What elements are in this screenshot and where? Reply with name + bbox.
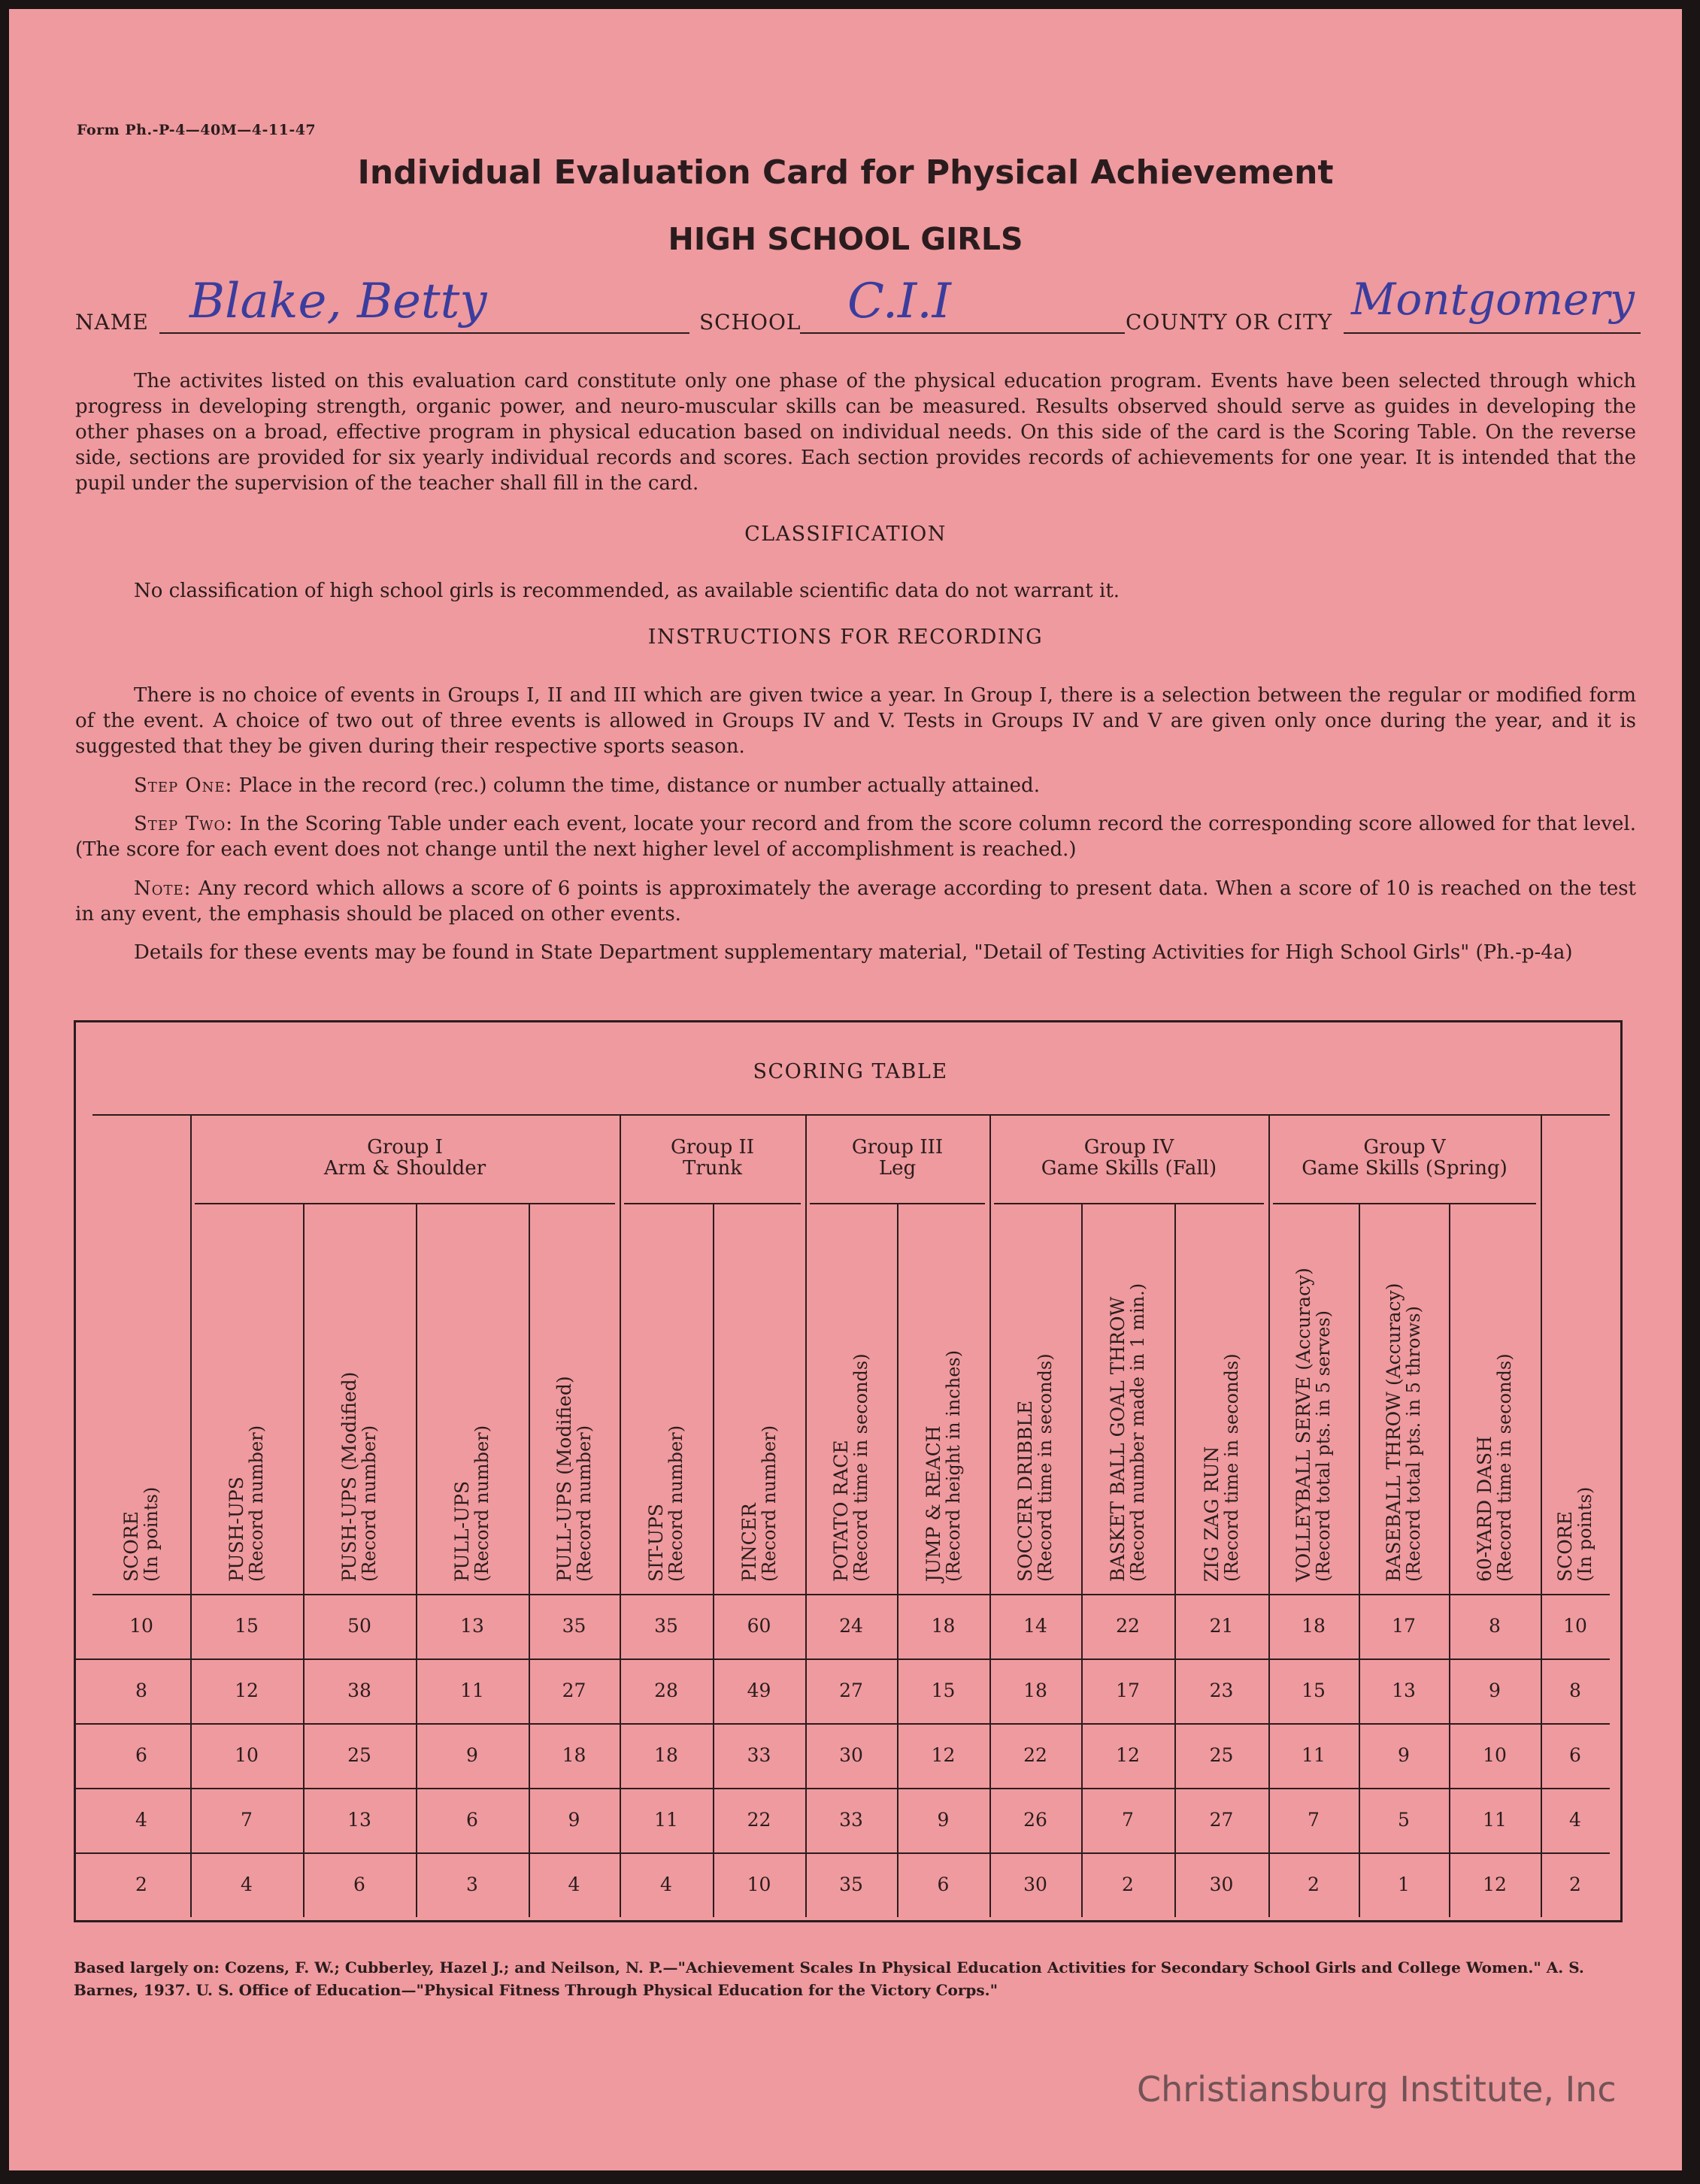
table-column-rule bbox=[190, 1114, 192, 1917]
column-heading-sub: (Record total pts. in 5 throws) bbox=[1403, 1306, 1424, 1582]
table-cell: 14 bbox=[1023, 1615, 1047, 1637]
table-cell: 18 bbox=[562, 1744, 586, 1766]
column-heading-main: PUSH-UPS bbox=[226, 1477, 247, 1582]
column-heading-sub: (Record number) bbox=[246, 1425, 267, 1582]
column-heading bbox=[1108, 1283, 1147, 1582]
note-label: Note: bbox=[134, 877, 192, 900]
table-cell: 9 bbox=[1489, 1680, 1501, 1701]
table-cell: 49 bbox=[747, 1680, 771, 1701]
classification-text: No classification of high school girls is recommended, as available scientific data do not warrant it. bbox=[134, 580, 1120, 602]
column-heading bbox=[740, 1425, 779, 1582]
table-cell: 33 bbox=[747, 1744, 771, 1766]
table-cell: 8 bbox=[135, 1680, 147, 1701]
column-heading-main: SOCCER DRIBBLE bbox=[1014, 1400, 1036, 1582]
table-cell: 6 bbox=[353, 1874, 365, 1895]
step-two-text: In the Scoring Table under each event, locate your record and from the score column record the corresponding score allowed for that level. (The score for each event does not change until the next higher level of accomplishment is reached.) bbox=[75, 813, 1637, 861]
instructions-text: There is no choice of events in Groups I, II and III which are given twice a year. In Group I, there is a selection between the regular or modified form of the event. A choice of two out of three events is allowed in Groups IV and V. Tests in Groups IV and V are given only once during the year, and it is suggested that they be given during their respective sports season. bbox=[75, 684, 1636, 758]
page-title: Individual Evaluation Card for Physical Achievement bbox=[357, 153, 1334, 192]
table-cell: 35 bbox=[654, 1615, 678, 1637]
table-cell: 17 bbox=[1116, 1680, 1140, 1701]
column-heading bbox=[1202, 1353, 1241, 1582]
table-cell: 10 bbox=[1563, 1615, 1587, 1637]
table-cell: 18 bbox=[1302, 1615, 1326, 1637]
table-cell: 9 bbox=[568, 1809, 580, 1831]
table-cell: 11 bbox=[1302, 1744, 1326, 1766]
column-heading-main: SCORE bbox=[120, 1511, 142, 1582]
name-value: Blake, Betty bbox=[189, 274, 487, 329]
name-label: NAME bbox=[75, 310, 149, 335]
table-cell: 7 bbox=[1308, 1809, 1320, 1831]
table-cell: 12 bbox=[1116, 1744, 1140, 1766]
note-text: Any record which allows a score of 6 points is approximately the average according to present data. When a score of 10 is reached on the test in any event, the emphasis should be placed on other events. bbox=[75, 877, 1637, 925]
table-cell: 4 bbox=[135, 1809, 147, 1831]
column-heading-main: PUSH-UPS (Modified) bbox=[338, 1371, 360, 1582]
table-cell: 22 bbox=[1116, 1615, 1140, 1637]
column-heading-main: JUMP & REACH bbox=[922, 1425, 944, 1582]
column-heading-sub: (In points) bbox=[141, 1486, 162, 1582]
group-subtitle: Arm & Shoulder bbox=[323, 1157, 486, 1180]
table-cell: 12 bbox=[1483, 1874, 1507, 1895]
column-heading bbox=[122, 1487, 161, 1582]
table-cell: 7 bbox=[1122, 1809, 1134, 1831]
column-heading-main: SCORE bbox=[1554, 1511, 1576, 1582]
school-line bbox=[800, 332, 1125, 334]
table-cell: 11 bbox=[654, 1809, 678, 1831]
table-cell: 12 bbox=[235, 1680, 259, 1701]
table-cell: 21 bbox=[1209, 1615, 1234, 1637]
column-heading bbox=[227, 1425, 266, 1582]
column-heading bbox=[1384, 1283, 1423, 1582]
footnote: Based largely on: Cozens, F. W.; Cubberley, Hazel J.; and Neilson, N. P.—"Achievement Scales In Physical Education Activities for Secondary School Girls and College Women." A. S. Barnes, 1937. U. S. Office of Education—"Physical Fitness Through Physical Education for the Victory Corps." bbox=[74, 1958, 1584, 1999]
column-heading bbox=[1016, 1353, 1055, 1582]
group-subtitle: Game Skills (Spring) bbox=[1302, 1157, 1508, 1180]
column-heading bbox=[647, 1425, 686, 1582]
table-cell: 9 bbox=[466, 1744, 478, 1766]
note bbox=[75, 876, 1636, 927]
intro-paragraph: The activites listed on this evaluation card constitute only one phase of the physical education program. Events have been selected through which progress in developing strength, organic power, and neuro-muscular skills can be measured. Results observed should serve as guides in developing the other phases on a broad, effective program in physical education based on individual needs. On this side of the card is the Scoring Table. On the reverse side, sections are provided for six yearly individual records and scores. Each section provides records of achievements for one year. It is intended that the pupil under the supervision of the teacher shall fill in the card. bbox=[75, 370, 1636, 495]
table-cell: 60 bbox=[747, 1615, 771, 1637]
table-rule bbox=[76, 1788, 1610, 1789]
table-rule bbox=[92, 1594, 1610, 1595]
table-column-rule bbox=[805, 1114, 807, 1917]
column-heading-main: ZIG ZAG RUN bbox=[1200, 1446, 1223, 1582]
column-heading-sub: (Record total pts. in 5 serves) bbox=[1313, 1310, 1334, 1582]
column-heading-sub: (Record number) bbox=[665, 1425, 686, 1582]
table-cell: 35 bbox=[839, 1874, 863, 1895]
column-heading-sub: (Record number made in 1 min.) bbox=[1127, 1283, 1148, 1582]
table-cell: 27 bbox=[1209, 1809, 1234, 1831]
school-label: SCHOOL bbox=[699, 310, 802, 335]
column-heading-main: BASEBALL THROW (Accuracy) bbox=[1383, 1283, 1405, 1582]
table-cell: 4 bbox=[568, 1874, 580, 1895]
table-cell: 30 bbox=[1209, 1874, 1234, 1895]
column-heading-main: BASKET BALL GOAL THROW bbox=[1107, 1296, 1129, 1582]
table-cell: 33 bbox=[839, 1809, 863, 1831]
scoring-table-title: SCORING TABLE bbox=[753, 1060, 948, 1083]
column-heading-main: PULL-UPS bbox=[451, 1480, 473, 1582]
table-cell: 18 bbox=[654, 1744, 678, 1766]
table-cell: 22 bbox=[747, 1809, 771, 1831]
scoring-table bbox=[74, 1020, 1623, 1922]
table-cell: 10 bbox=[235, 1744, 259, 1766]
column-heading-sub: (Record number) bbox=[471, 1425, 492, 1582]
column-heading-sub: (Record number) bbox=[573, 1425, 595, 1582]
table-column-rule bbox=[1268, 1114, 1270, 1917]
table-cell: 6 bbox=[937, 1874, 950, 1895]
table-rule bbox=[76, 1658, 1610, 1660]
table-cell: 6 bbox=[1569, 1744, 1581, 1766]
table-cell: 27 bbox=[839, 1680, 863, 1701]
step-two bbox=[75, 811, 1636, 862]
column-heading-sub: (In points) bbox=[1574, 1486, 1595, 1582]
table-cell: 4 bbox=[660, 1874, 672, 1895]
evaluation-card bbox=[9, 9, 1682, 2170]
group-heading bbox=[805, 1137, 989, 1179]
group-subtitle: Trunk bbox=[682, 1157, 742, 1180]
table-cell: 1 bbox=[1398, 1874, 1410, 1895]
group-rule bbox=[195, 1203, 615, 1204]
column-heading bbox=[1475, 1353, 1514, 1582]
group-heading bbox=[1268, 1137, 1541, 1179]
column-heading-main: SIT-UPS bbox=[645, 1504, 667, 1582]
group-subtitle: Game Skills (Fall) bbox=[1041, 1157, 1217, 1180]
table-cell: 4 bbox=[241, 1874, 253, 1895]
table-cell: 11 bbox=[1483, 1809, 1507, 1831]
column-heading-main: PULL-UPS (Modified) bbox=[553, 1376, 575, 1582]
table-cell: 10 bbox=[747, 1874, 771, 1895]
column-heading-sub: (Record number) bbox=[359, 1425, 380, 1582]
table-column-rule bbox=[1541, 1114, 1542, 1917]
step-one bbox=[75, 773, 1636, 798]
group-name: Group V bbox=[1363, 1136, 1446, 1159]
table-cell: 11 bbox=[460, 1680, 484, 1701]
group-heading bbox=[620, 1137, 805, 1179]
column-heading-main: 60-YARD DASH bbox=[1474, 1436, 1495, 1582]
form-number: Form Ph.-P-4—40M—4-11-47 bbox=[77, 122, 317, 138]
column-heading-sub: (Record time in seconds) bbox=[850, 1353, 871, 1582]
table-cell: 18 bbox=[931, 1615, 956, 1637]
group-heading bbox=[989, 1137, 1268, 1179]
group-rule bbox=[1273, 1203, 1536, 1204]
step-one-text: Place in the record (rec.) column the time, distance or number actually attained. bbox=[238, 774, 1040, 797]
table-cell: 3 bbox=[466, 1874, 478, 1895]
table-cell: 8 bbox=[1569, 1680, 1581, 1701]
table-cell: 15 bbox=[1302, 1680, 1326, 1701]
table-cell: 38 bbox=[347, 1680, 371, 1701]
table-cell: 17 bbox=[1392, 1615, 1416, 1637]
table-rule bbox=[76, 1723, 1610, 1725]
group-heading bbox=[190, 1137, 620, 1179]
column-heading bbox=[555, 1376, 594, 1582]
column-heading-sub: (Record time in seconds) bbox=[1494, 1353, 1515, 1582]
classification-heading: CLASSIFICATION bbox=[744, 523, 947, 546]
table-cell: 30 bbox=[1023, 1874, 1047, 1895]
county-label: COUNTY OR CITY bbox=[1126, 310, 1333, 335]
column-heading bbox=[832, 1353, 871, 1582]
table-cell: 2 bbox=[1569, 1874, 1581, 1895]
table-cell: 10 bbox=[1483, 1744, 1507, 1766]
county-value: Montgomery bbox=[1351, 274, 1635, 325]
column-heading-sub: (Record time in seconds) bbox=[1220, 1353, 1242, 1582]
group-subtitle: Leg bbox=[878, 1157, 917, 1180]
table-cell: 27 bbox=[562, 1680, 586, 1701]
column-heading-main: VOLLEYBALL SERVE (Accuracy) bbox=[1292, 1268, 1314, 1582]
group-name: Group IV bbox=[1083, 1136, 1174, 1159]
column-heading bbox=[453, 1425, 492, 1582]
column-heading-main: PINCER bbox=[738, 1503, 760, 1582]
table-cell: 7 bbox=[241, 1809, 253, 1831]
table-cell: 18 bbox=[1023, 1680, 1047, 1701]
table-cell: 9 bbox=[1398, 1744, 1410, 1766]
column-heading bbox=[924, 1350, 963, 1582]
table-cell: 25 bbox=[347, 1744, 371, 1766]
group-rule bbox=[994, 1203, 1264, 1204]
column-heading bbox=[340, 1372, 379, 1582]
table-cell: 28 bbox=[654, 1680, 678, 1701]
table-cell: 24 bbox=[839, 1615, 863, 1637]
table-cell: 25 bbox=[1209, 1744, 1234, 1766]
school-value: C.I.I bbox=[847, 274, 951, 329]
column-heading bbox=[1294, 1268, 1333, 1582]
table-cell: 15 bbox=[931, 1680, 956, 1701]
group-name: Group III bbox=[851, 1136, 944, 1159]
table-column-rule bbox=[989, 1114, 991, 1917]
county-line bbox=[1344, 332, 1641, 334]
table-cell: 4 bbox=[1569, 1809, 1581, 1831]
group-name: Group I bbox=[367, 1136, 443, 1159]
column-heading-sub: (Record height in inches) bbox=[942, 1349, 964, 1582]
table-cell: 5 bbox=[1398, 1809, 1410, 1831]
table-cell: 35 bbox=[562, 1615, 586, 1637]
table-cell: 13 bbox=[1392, 1680, 1416, 1701]
table-rule bbox=[92, 1114, 1610, 1116]
step-one-label: Step One: bbox=[134, 774, 233, 797]
table-cell: 13 bbox=[460, 1615, 484, 1637]
table-cell: 9 bbox=[937, 1809, 950, 1831]
column-heading bbox=[1556, 1487, 1595, 1582]
table-cell: 6 bbox=[466, 1809, 478, 1831]
table-cell: 26 bbox=[1023, 1809, 1047, 1831]
table-cell: 2 bbox=[1122, 1874, 1134, 1895]
step-two-label: Step Two: bbox=[134, 813, 234, 835]
table-cell: 8 bbox=[1489, 1615, 1501, 1637]
table-cell: 23 bbox=[1209, 1680, 1234, 1701]
column-heading-sub: (Record number) bbox=[758, 1425, 780, 1582]
table-cell: 50 bbox=[347, 1615, 371, 1637]
page-subtitle: HIGH SCHOOL GIRLS bbox=[668, 221, 1023, 257]
table-cell: 10 bbox=[129, 1615, 153, 1637]
watermark: Christiansburg Institute, Inc bbox=[1137, 2069, 1617, 2110]
column-heading-sub: (Record time in seconds) bbox=[1035, 1353, 1056, 1582]
table-rule bbox=[76, 1852, 1610, 1854]
table-column-rule bbox=[620, 1114, 621, 1917]
name-line bbox=[159, 332, 689, 334]
table-cell: 12 bbox=[931, 1744, 956, 1766]
instructions-heading: INSTRUCTIONS FOR RECORDING bbox=[647, 626, 1044, 649]
table-cell: 2 bbox=[135, 1874, 147, 1895]
table-cell: 2 bbox=[1308, 1874, 1320, 1895]
table-cell: 22 bbox=[1023, 1744, 1047, 1766]
group-name: Group II bbox=[670, 1136, 755, 1159]
table-cell: 30 bbox=[839, 1744, 863, 1766]
details-text: Details for these events may be found in State Department supplementary material, "Detail of Testing Activities for High School Girls" (Ph.-p-4a) bbox=[134, 941, 1573, 964]
column-heading-main: POTATO RACE bbox=[830, 1440, 852, 1582]
table-cell: 15 bbox=[235, 1615, 259, 1637]
table-cell: 6 bbox=[135, 1744, 147, 1766]
table-cell: 13 bbox=[347, 1809, 371, 1831]
